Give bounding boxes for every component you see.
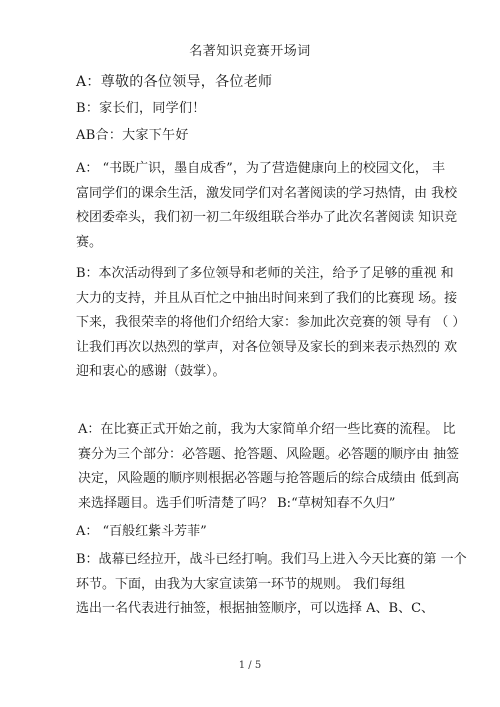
paragraph-line: B：战幕已经拉开，战斗已经打响。我们马上进入今天比赛的第 一个 <box>76 552 467 567</box>
paragraph-line: 迎和衷心的感谢（鼓掌）。 <box>76 364 226 379</box>
greeting-line-a: A：尊敬的各位领导，各位老师 <box>76 74 273 90</box>
paragraph-opening <box>76 157 458 255</box>
page-number: 1 / 5 <box>238 660 262 671</box>
paragraph-line: 下来，我很荣幸的将他们介绍给大家：参加此次竞赛的领 导有 （ ） <box>76 315 466 330</box>
paragraph-line: 校团委牵头，我们初一初二年级组联合举办了此次名著阅读 知识竞 <box>76 210 458 225</box>
paragraph-verse <box>76 520 436 545</box>
paragraph-line: 选出一名代表进行抽签，根据抽签顺序，可以选择 A、B、C、 <box>76 601 435 616</box>
paragraph-line: 赛分为三个部分：必答题、抢答题、风险题。必答题的顺序由 抽签 <box>78 446 460 462</box>
document-title: 名著知识竞赛开场词 <box>189 44 311 59</box>
paragraph-line: A： “百般红紫斗芳菲” <box>76 524 207 539</box>
paragraph-line: 大力的支持，并且从百忙之中抽出时间来到了我们的比赛现 场。接 <box>76 290 458 306</box>
greeting-line-ab: AB合：大家下午好 <box>76 128 189 143</box>
paragraph-line: A：在比赛正式开始之前，我为大家简单介绍一些比赛的流程。 比 <box>78 422 456 437</box>
paragraph-line: A： “书既广识，墨自成香”，为了营造健康向上的校园文化， 丰 <box>76 161 445 176</box>
paragraph-line: 决定，风险题的顺序则根据必答题与抢答题后的综合成绩由 低到高 <box>78 471 460 486</box>
paragraph-line: 赛。 <box>76 234 103 250</box>
paragraph-line: 来选择题目。选手们听清楚了吗？ B:“草树知春不久归” <box>78 495 396 511</box>
paragraph-line: 富同学们的课余生活，激发同学们对名著阅读的学习热情，由 我校 <box>76 185 458 201</box>
paragraph-line: B：本次活动得到了多位领导和老师的关注，给予了足够的重视 和 <box>76 266 454 281</box>
paragraph-first-round <box>76 548 467 622</box>
paragraph-introduce-guests <box>76 262 466 385</box>
paragraph-line: 环节。下面，由我为大家宣读第一环节的规则。 我们每组 <box>76 576 406 592</box>
greeting-line-b: B：家长们，同学们！ <box>76 101 206 116</box>
paragraph-line: 让我们再次以热烈的掌声，对各位领导及家长的到来表示热烈的 欢 <box>76 339 458 355</box>
paragraph-rules-overview <box>78 418 460 516</box>
